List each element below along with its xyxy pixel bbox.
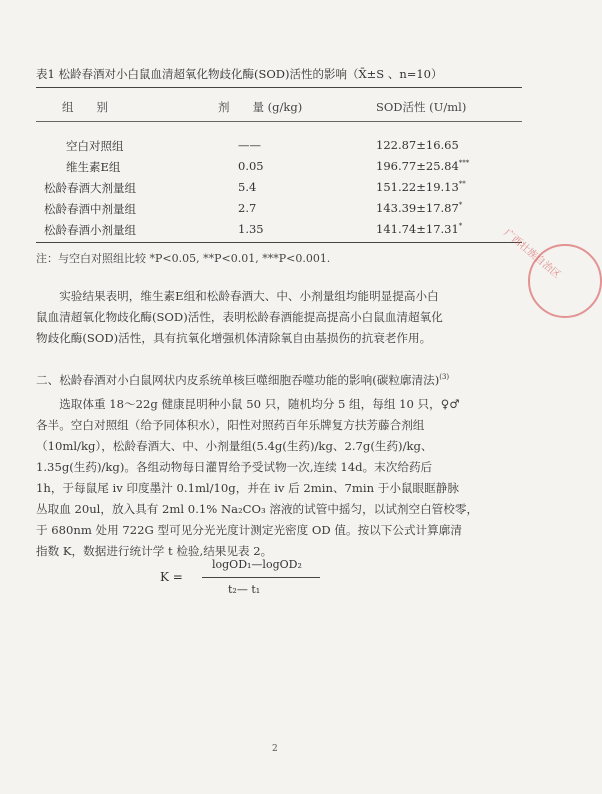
text-line: 于 680nm 处用 722G 型可见分光光度计测定光密度 OD 值。按以下公式计算廓清 [36, 523, 462, 537]
row-value: 196.77±25.84*** [376, 159, 470, 173]
row-value: 151.22±19.13** [376, 180, 466, 194]
reference-marker: (3) [439, 373, 450, 382]
text-line: 物歧化酶(SOD)活性，具有抗氧化增强机体清除氧自由基损伤的抗衰老作用。 [36, 331, 432, 345]
text-line: 鼠血清超氧化物歧化酶(SOD)活性，表明松龄春酒能提高提高小白鼠血清超氧化 [36, 310, 443, 324]
section-heading: 二、松龄春酒对小白鼠网状内皮系统单核巨噬细胞吞噬功能的影响(碳粒廓清法)$^{(3)}$ [36, 373, 450, 387]
row-group: 松龄春酒小剂量组 [44, 223, 136, 237]
row-dose: 2.7 [238, 201, 257, 215]
text-line: 丛取血 20ul，放入具有 2ml 0.1% Na₂CO₃ 溶液的试管中摇匀，以试剂空白管校零， [36, 502, 479, 516]
table-row [0, 180, 554, 200]
text-line: 各半。空白对照组（给予同体积水），阳性对照药百年乐牌复方扶芳藤合剂组 [36, 418, 425, 432]
table-row [0, 222, 554, 242]
header-sod: SOD活性 (U/ml) [376, 100, 467, 114]
table-row [0, 201, 554, 221]
formula-numerator: logOD₁—logOD₂ [212, 558, 302, 571]
text-line: （10ml/kg），松龄春酒大、中、小剂量组(5.4g(生药)/kg、2.7g(生药)/kg、 [36, 439, 433, 453]
row-dose: 0.05 [238, 159, 264, 173]
row-group: 松龄春酒大剂量组 [44, 181, 136, 195]
fraction-bar [202, 577, 320, 578]
header-group: 组 别 [62, 100, 108, 114]
page-number: 2 [272, 744, 278, 754]
row-value: 122.87±16.65 [376, 138, 459, 152]
text-line: 指数 K，数据进行统计学 t 检验,结果见表 2。 [36, 544, 273, 558]
table-header-rule [36, 121, 522, 122]
table-row [0, 138, 554, 158]
row-group: 松龄春酒中剂量组 [44, 202, 136, 216]
text-line: 实验结果表明，维生素E组和松龄春酒大、中、小剂量组均能明显提高小白 [36, 289, 439, 303]
table-bottom-rule [36, 242, 522, 243]
row-dose: 1.35 [238, 222, 264, 236]
seal-text: 广西壮族自治区 [501, 227, 563, 281]
table-row [0, 159, 554, 179]
table-top-rule [36, 87, 522, 88]
text-line: 1.35g(生药)/kg)。各组动物每日灌胃给予受试物一次,连续 14d。末次给药后 [36, 460, 433, 474]
results-paragraph [36, 286, 522, 349]
row-group: 空白对照组 [66, 139, 124, 153]
row-value: 143.39±17.87* [376, 201, 463, 215]
row-group: 维生素E组 [66, 160, 121, 174]
row-dose: —— [238, 138, 261, 152]
table-caption: 表1 松龄春酒对小白鼠血清超氧化物歧化酶(SOD)活性的影响（X̄±S 、n=10） [36, 67, 443, 81]
row-value: 141.74±17.31* [376, 222, 463, 236]
table-note: 注：与空白对照组比较 *P<0.05, **P<0.01, ***P<0.001. [36, 252, 331, 265]
header-dose: 剂 量 (g/kg) [218, 100, 303, 114]
formula-lhs: K = [160, 570, 183, 584]
methods-paragraph [36, 394, 522, 562]
formula-denominator: t₂— t₁ [228, 583, 261, 596]
text-line: 选取体重 18～22g 健康昆明种小鼠 50 只，随机均分 5 组，每组 10 只，♀♂ [36, 397, 460, 411]
row-dose: 5.4 [238, 180, 257, 194]
text-line: 1h，于每鼠尾 iv 印度墨汁 0.1ml/10g，并在 iv 后 2min、7min 于小鼠眼眶静脉 [36, 481, 459, 495]
